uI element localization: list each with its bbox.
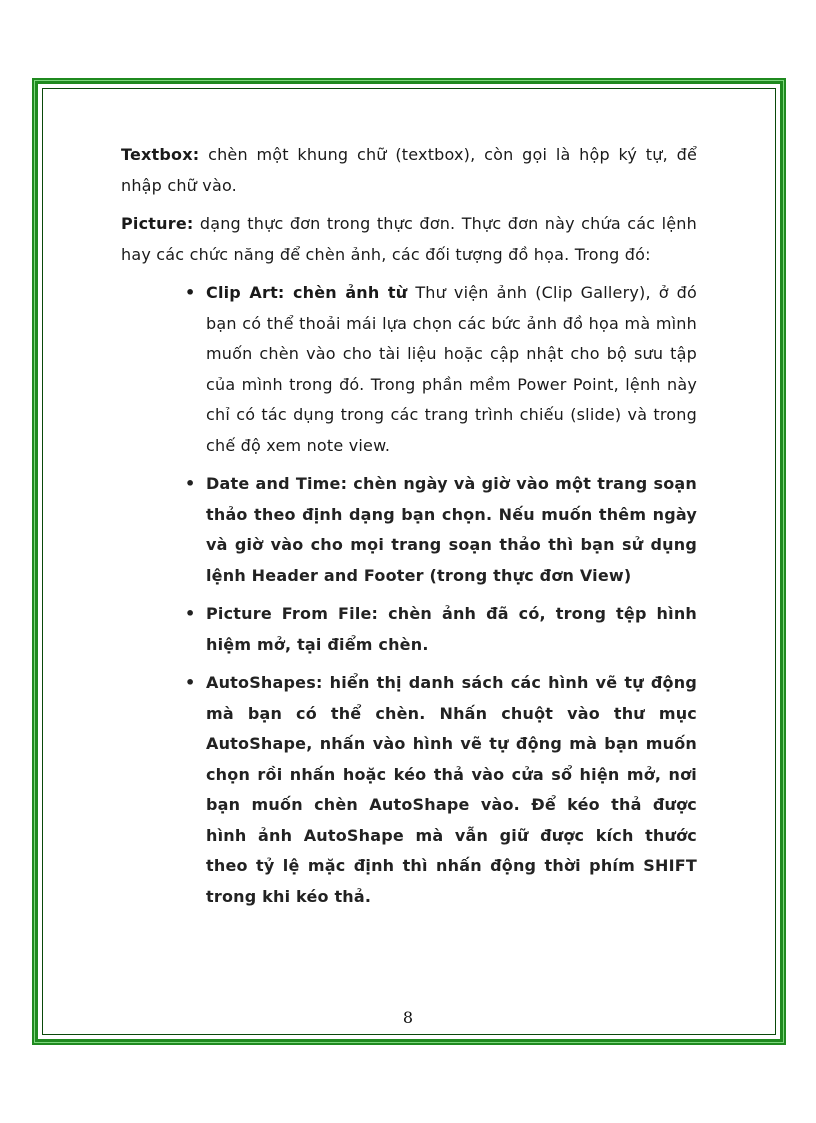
term-picture-from-file: Picture From File: — [206, 604, 379, 623]
list-item-picture-from-file — [185, 599, 698, 660]
list-item-clip-art — [185, 278, 697, 461]
document-content — [121, 140, 697, 920]
paragraph-picture — [121, 209, 697, 270]
bullet-dot-icon: • — [185, 604, 196, 623]
text-picture-from-file: chèn ảnh đã có, trong tệp hình hiệm mở, tại điểm chèn. — [206, 604, 698, 654]
term-date-time: Date and Time: — [206, 474, 348, 493]
text-picture: dạng thực đơn trong thực đơn. Thực đơn này chứa các lệnh hay các chức năng để chèn ảnh, các đối tượng đồ họa. Trong đó: — [121, 214, 697, 264]
list-item-autoshapes — [185, 668, 697, 912]
term-clip-art: Clip Art: chèn ảnh từ — [206, 283, 408, 302]
text-date-time: chèn ngày và giờ vào một trang soạn thảo theo định dạng bạn chọn. Nếu muốn thêm ngày và giờ vào cho mọi trang soạn thảo thì bạn sử dụng lệnh Header and Footer (trong thực đơn View) — [206, 474, 698, 585]
list-item-date-time — [185, 469, 698, 591]
text-autoshapes: hiển thị danh sách các hình vẽ tự động mà bạn có thể chèn. Nhấn chuột vào thư mục AutoShape, nhấn vào hình vẽ tự động mà bạn muốn chọn rồi nhấn hoặc kéo thả vào cửa sổ hiện mở, nơi bạn muốn chèn AutoShape vào. Để kéo thả được hình ảnh AutoShape mà vẫn giữ được kích thước theo tỷ lệ mặc định thì nhấn động thời phím SHIFT trong khi kéo thả. — [206, 673, 697, 906]
bullet-dot-icon: • — [185, 673, 196, 692]
text-textbox: chèn một khung chữ (textbox), còn gọi là hộp ký tự, để nhập chữ vào. — [121, 145, 697, 195]
paragraph-textbox — [121, 140, 697, 201]
term-textbox: Textbox: — [121, 145, 200, 164]
bullet-dot-icon: • — [185, 283, 196, 302]
bullet-list — [121, 278, 697, 912]
term-autoshapes: AutoShapes: — [206, 673, 323, 692]
page-number: 8 — [402, 1008, 414, 1027]
bullet-dot-icon: • — [185, 474, 196, 493]
term-picture: Picture: — [121, 214, 194, 233]
text-clip-art: Thư viện ảnh (Clip Gallery), ở đó bạn có thể thoải mái lựa chọn các bức ảnh đồ họa mà mình muốn chèn vào cho tài liệu hoặc cập nhật cho bộ sưu tập của mình trong đó. Trong phần mềm Power Point, lệnh này chỉ có tác dụng trong các trang trình chiếu (slide) và trong chế độ xem note view. — [206, 283, 697, 455]
